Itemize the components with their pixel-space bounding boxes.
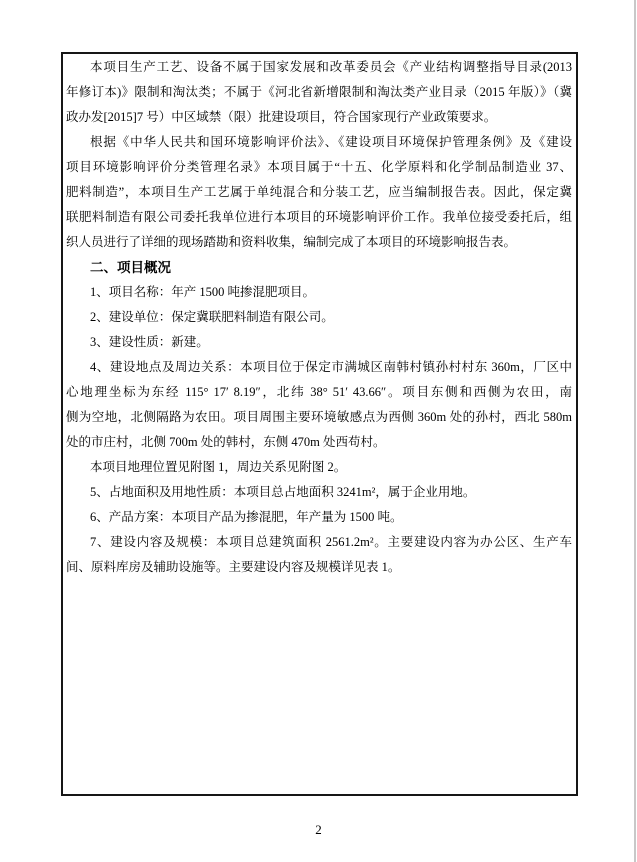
- text-line: 根据《中华人民共和国环境影响评价法》、《建设项目环境保护管理条例》及《建设: [90, 135, 572, 149]
- text-line: 项目环境影响评价分类管理名录》本项目属于“十五、化学原料和化学制品制造业 37、: [66, 160, 572, 174]
- text-line: 6、产品方案：本项目产品为掺混肥，年产量为 1500 吨。: [90, 510, 403, 524]
- text-line: 心地理坐标为东经 115° 17′ 8.19″，北纬 38° 51′ 43.66″。项目东侧和西侧为农田，南: [66, 385, 572, 399]
- report-content-frame: [61, 52, 578, 796]
- text-line: 政办发[2015]7 号）中区域禁（限）批建设项目，符合国家现行产业政策要求。: [66, 110, 497, 124]
- text-line: 7、建设内容及规模：本项目总建筑面积 2561.2m²。主要建设内容为办公区、生产车: [90, 535, 572, 549]
- text-line: 处的市庄村，北侧 700m 处的韩村，东侧 470m 处西苟村。: [66, 435, 386, 449]
- text-line: 本项目生产工艺、设备不属于国家发展和改革委员会《产业结构调整指导目录(2013: [90, 60, 572, 74]
- text-line: 肥料制造”，本项目生产工艺属于单纯混合和分装工艺，应当编制报告表。因此，保定冀: [66, 185, 572, 199]
- text-line: 年修订本)》限制和淘汰类；不属于《河北省新增限制和淘汰类产业目录（2015 年版）》（冀: [66, 85, 572, 99]
- text-line: 间、原料库房及辅助设施等。主要建设内容及规模详见表 1。: [66, 560, 401, 574]
- text-line: 织人员进行了详细的现场踏勘和资料收集，编制完成了本项目的环境影响报告表。: [66, 235, 517, 249]
- text-line: 3、建设性质：新建。: [90, 335, 209, 349]
- text-line: 4、建设地点及周边关系：本项目位于保定市满城区南韩村镇孙村村东 360m，厂区中: [90, 360, 572, 374]
- section-heading: 二、项目概况: [90, 260, 171, 275]
- text-line: 侧为空地，北侧隔路为农田。项目周围主要环境敏感点为西侧 360m 处的孙村，西北 580m: [66, 410, 572, 424]
- page-edge-shadow: [634, 0, 636, 862]
- text-line: 5、占地面积及用地性质：本项目总占地面积 3241m²，属于企业用地。: [90, 485, 476, 499]
- text-line: 本项目地理位置见附图 1，周边关系见附图 2。: [90, 460, 347, 474]
- text-line: 联肥料制造有限公司委托我单位进行本项目的环境影响评价工作。我单位接受委托后，组: [66, 210, 572, 224]
- page-number: 2: [315, 822, 322, 837]
- text-line: 2、建设单位：保定冀联肥料制造有限公司。: [90, 310, 334, 324]
- text-line: 1、项目名称：年产 1500 吨掺混肥项目。: [90, 285, 316, 299]
